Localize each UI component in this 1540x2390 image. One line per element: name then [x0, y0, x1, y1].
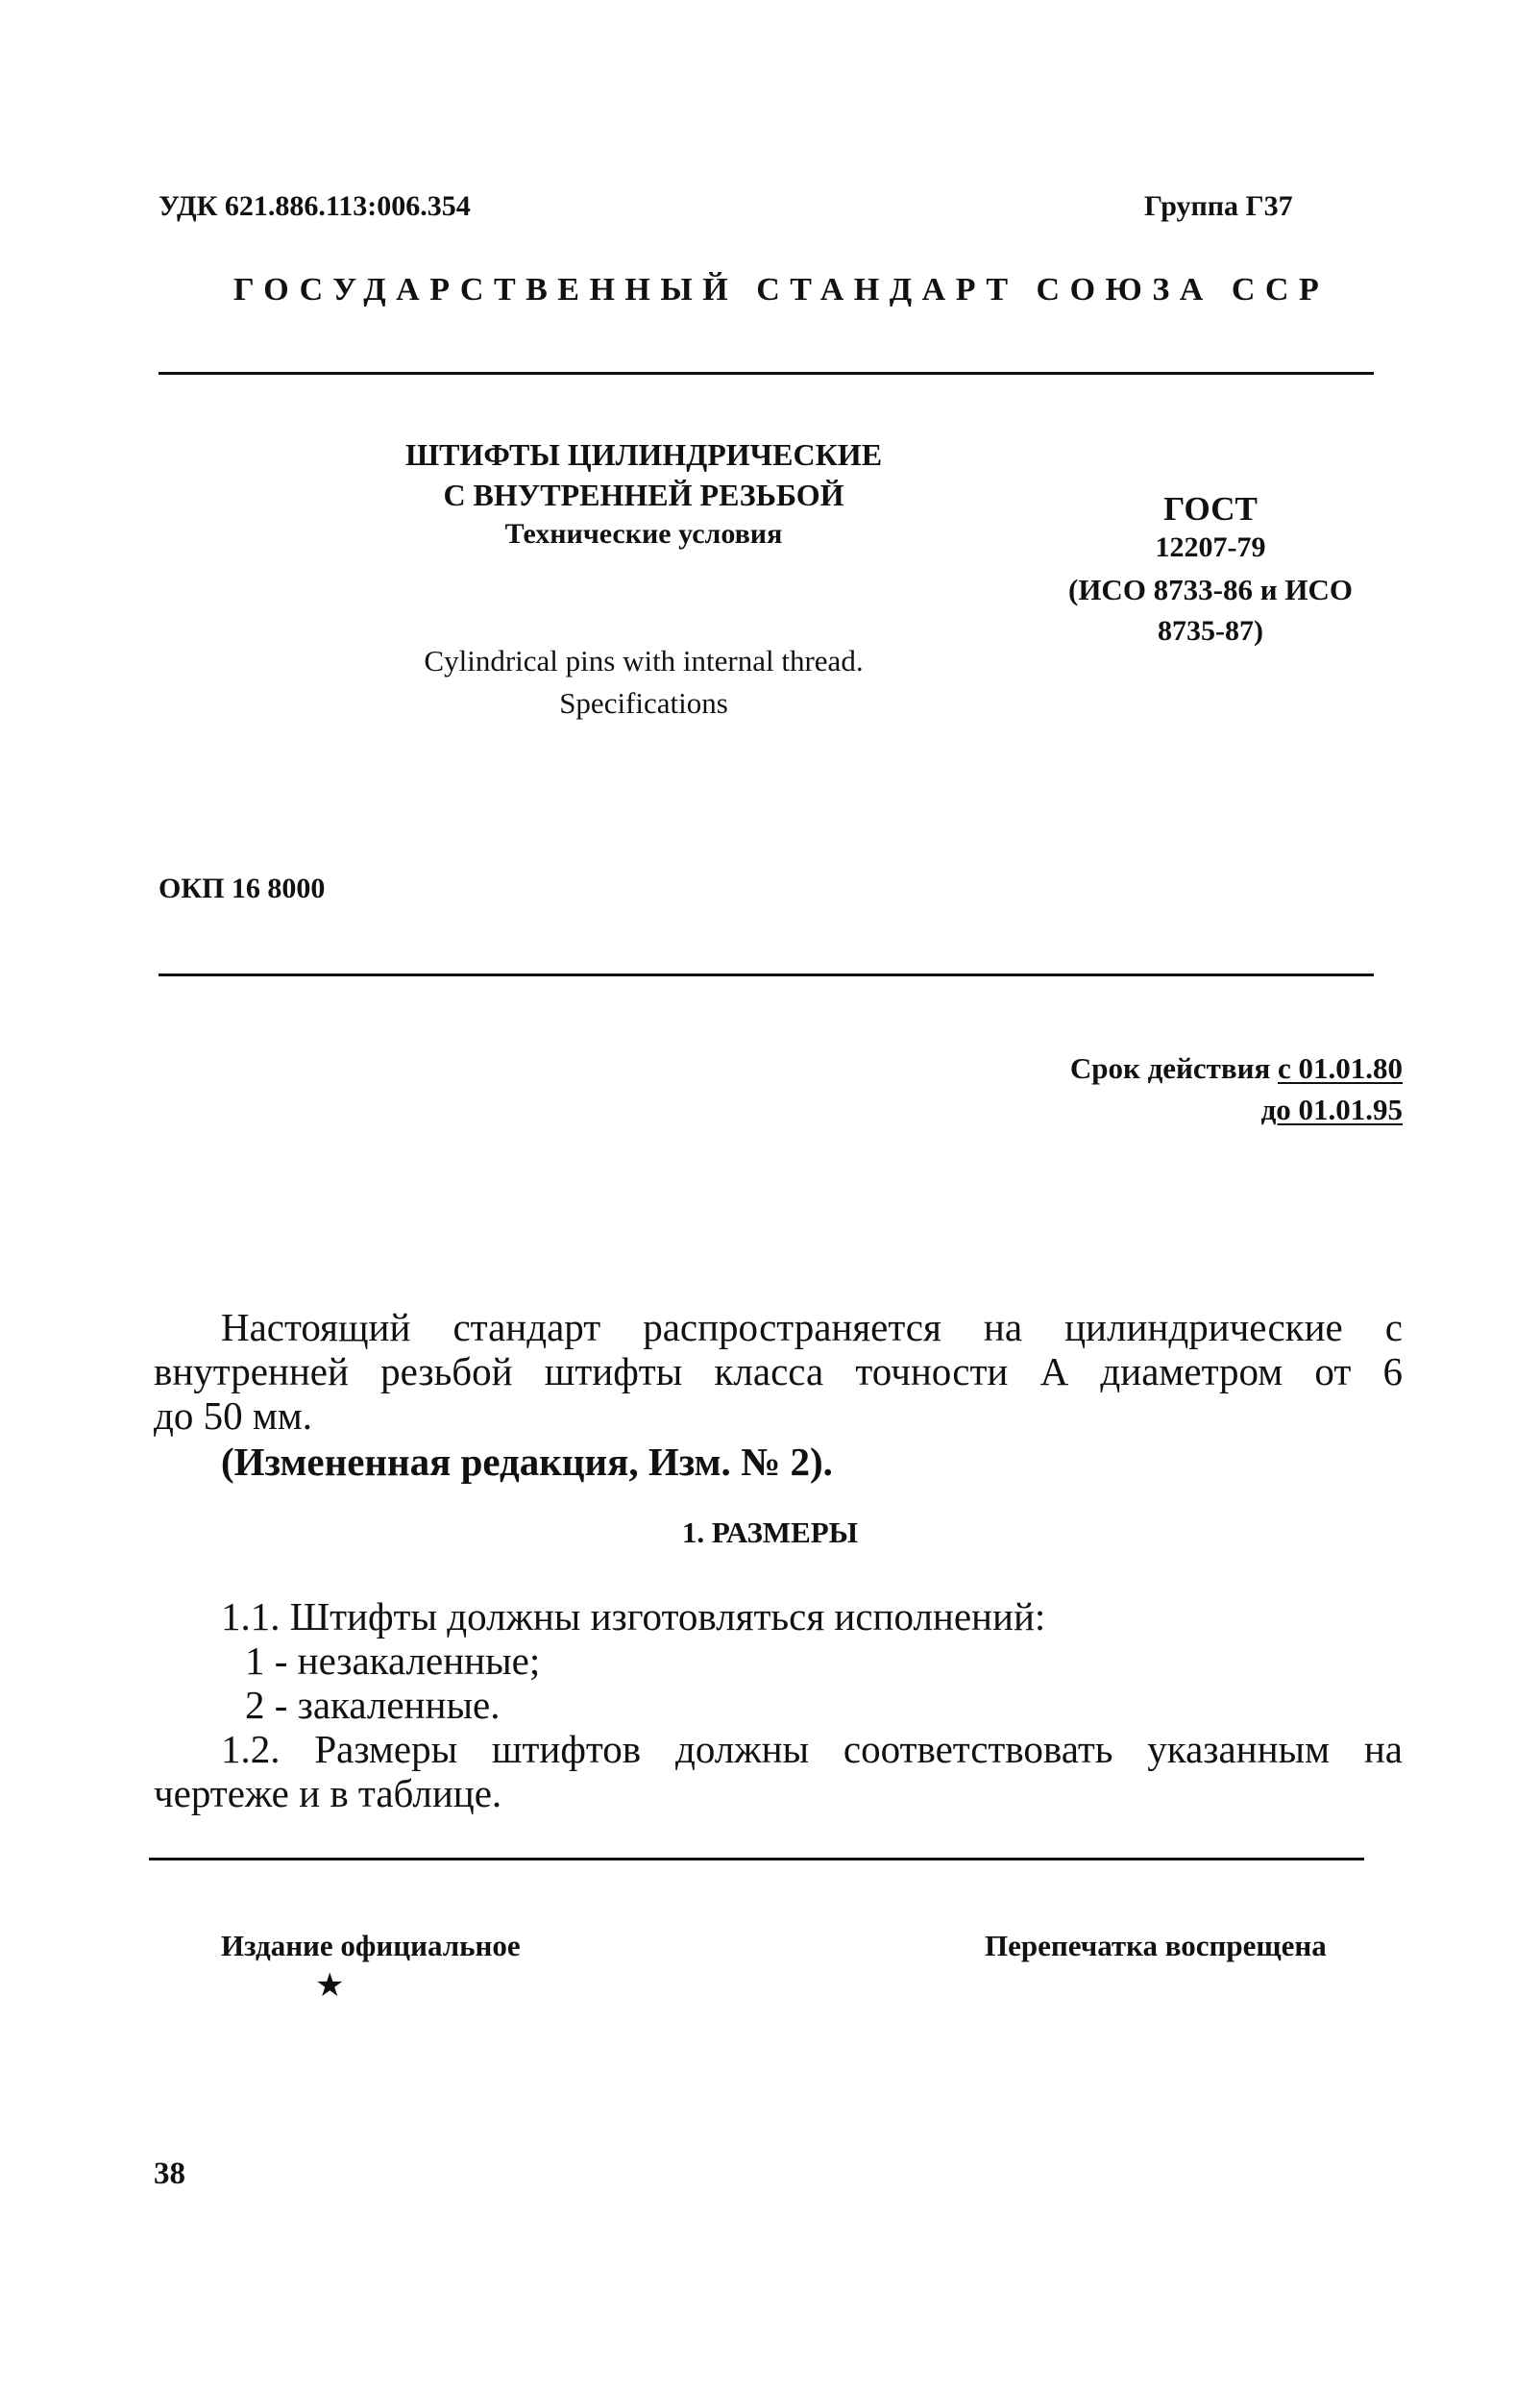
udk-code: УДК 621.886.113:006.354	[159, 190, 471, 222]
section-title-dimensions: 1. РАЗМЕРЫ	[681, 1515, 859, 1549]
reprint-prohibited-note: Перепечатка воспрещена	[985, 1929, 1327, 1962]
validity-label: Срок действия	[1069, 1051, 1278, 1085]
title-ru-line3: Технические условия	[504, 518, 783, 550]
star-icon: ★	[315, 1968, 345, 2004]
amendment-note: (Измененная редакция, Изм. № 2).	[221, 1440, 833, 1484]
validity-from: с 01.01.80	[1277, 1051, 1403, 1085]
intro-line1: Настоящий стандарт распространяется на цилиндрические с	[221, 1305, 1403, 1349]
clause-1-1-item1: 1 - незакаленные;	[245, 1639, 541, 1683]
validity-period	[1018, 1051, 1403, 1086]
okp-code: ОКП 16 8000	[159, 873, 326, 904]
title-en-line1: Cylindrical pins with internal thread.	[424, 644, 864, 678]
group-code: Группа Г37	[1144, 190, 1293, 222]
top-divider	[159, 372, 1374, 375]
gost-label: ГОСТ	[1163, 490, 1258, 528]
validity-to: до 01.01.95	[1260, 1093, 1403, 1126]
gost-number: 12207-79	[1155, 531, 1266, 563]
middle-divider	[159, 973, 1374, 976]
clause-1-2-line1: 1.2. Размеры штифтов должны соответствовать указанным на	[221, 1727, 1403, 1771]
intro-line3: до 50 мм.	[154, 1393, 313, 1438]
official-edition-note: Издание официальное	[221, 1929, 521, 1962]
title-en-line2: Specifications	[559, 686, 728, 720]
iso-reference-line2: 8735-87)	[1158, 615, 1263, 647]
clause-1-1-item2: 2 - закаленные.	[245, 1683, 501, 1727]
title-ru-line1: ШТИФТЫ ЦИЛИНДРИЧЕСКИЕ	[404, 437, 883, 472]
clause-1-1: 1.1. Штифты должны изготовляться исполнений:	[221, 1594, 1046, 1639]
footer-divider	[149, 1858, 1364, 1860]
title-ru-line2: С ВНУТРЕННЕЙ РЕЗЬБОЙ	[443, 478, 844, 512]
intro-line2: внутренней резьбой штифты класса точности А диаметром от 6	[154, 1349, 1403, 1393]
page-number: 38	[154, 2156, 185, 2191]
clause-1-2-line2: чертеже и в таблице.	[154, 1771, 502, 1815]
validity-period-end	[1018, 1093, 1403, 1127]
state-standard-heading: ГОСУДАРСТВЕННЫЙ СТАНДАРТ СОЮЗА ССР	[233, 272, 1330, 308]
iso-reference-line1: (ИСО 8733-86 и ИСО	[1068, 573, 1353, 606]
